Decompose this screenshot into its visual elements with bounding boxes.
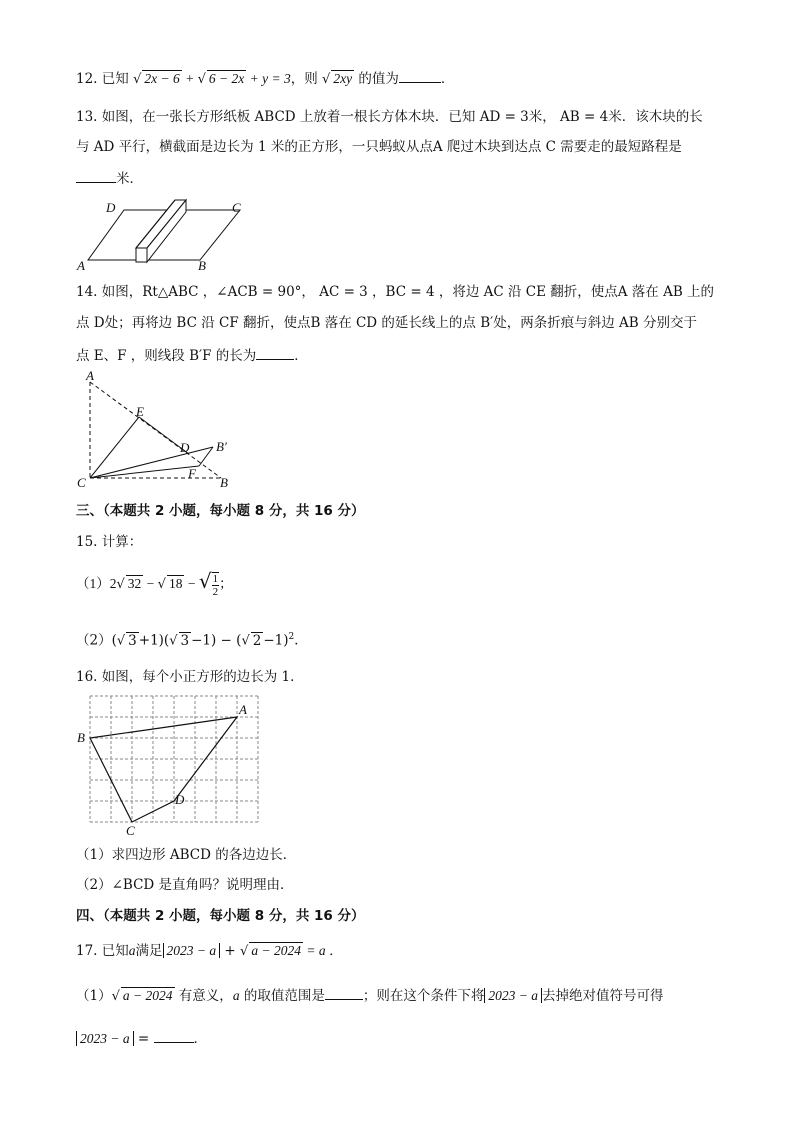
q17-part-1-radicand: a − 2024 (122, 988, 173, 1003)
section-4-heading: 四、（本题共 2 小题，每小题 8 分，共 16 分） (76, 908, 365, 924)
q12-line: 12. 已知 √ 2x − 6 + √ 6 − 2x + y = 3，则 √ 2xy 的值为 ． (76, 68, 454, 89)
q16-part-2: （2）∠BCD 是直角吗？说明理由． (76, 877, 294, 893)
q12-text-3: 的值为 (358, 71, 399, 87)
q15-part-1-end: ； (219, 576, 233, 592)
q12-radicand-3: 2xy (333, 71, 353, 86)
q15-part-1-denominator: 2 (212, 586, 219, 598)
q14-line-1: 14. 如图，Rt△ABC ，∠ACB = 90°， AC = 3 ，BC = 4 ，将边 AC 沿 CE 翻折，使点A 落在 AB 上的 (76, 284, 715, 300)
q15-part-2-open: ( (111, 632, 117, 649)
q12-radicand-2: 6 − 2x (208, 71, 245, 86)
q15-part-2: （2）(√ 3 +1)(√ 3 −1) − (√ 2 −1)$^2$． (76, 632, 308, 649)
q15-part-1-minus-1: − (143, 576, 158, 592)
q12-text-2: ，则 (290, 71, 318, 87)
q14-line-3 (76, 345, 308, 365)
q17-text-3: = a ． (302, 943, 343, 958)
q17-part-1-blank-1 (325, 985, 363, 1000)
q16-title: 16. 如图，每个小正方形的边长为 1． (76, 669, 304, 685)
q13-label-a: A (77, 258, 85, 273)
q17-line-1: 17. 已知a满足 2023 − a + √ a − 2024 = a ． (76, 943, 343, 959)
q14-label-a: A (86, 368, 94, 383)
q12-number: 12. (76, 71, 98, 87)
q15-part-2-exponent: 2 (288, 632, 295, 642)
q15-part-1-radicand-2: 18 (168, 576, 183, 592)
q16-part-1: （1）求四边形 ABCD 的各边边长． (76, 847, 297, 863)
q17-part-1-end: ． (193, 1031, 208, 1047)
q15-part-1-coef: 2 (109, 576, 117, 592)
q13-label-d: D (106, 200, 116, 215)
q16-label-b: B (77, 730, 85, 745)
q17-plus: + (220, 943, 241, 959)
q15-part-1-numerator: 1 (212, 573, 219, 585)
q12-end: ． (440, 71, 455, 87)
q13-answer-blank (76, 168, 116, 183)
q14-label-b: B (220, 475, 228, 490)
q15-part-2-end: ． (294, 632, 308, 649)
q12-rest: + y = 3 (246, 71, 291, 86)
q14-label-c: C (77, 475, 86, 490)
q17-part-1-label: （1） (76, 988, 112, 1004)
q15-part-2-radicand-1: 3 (128, 632, 137, 649)
q15-part-2-radicand-3: 2 (252, 632, 262, 649)
q15-part-1-label: （1） (76, 576, 110, 592)
q12-text-1: 已知 (101, 71, 129, 87)
q13-line-1: 13. 如图，在一张长方形纸板 ABCD 上放着一根长方体木块．已知 AD = 3米， AB = 4米．该木块的长 (76, 109, 703, 125)
q15-title: 15. 计算： (76, 534, 143, 550)
q14-label-d: D (180, 440, 190, 455)
q16-label-d: D (175, 792, 185, 807)
q14-figure (76, 368, 246, 492)
q13-label-b: B (198, 258, 206, 273)
q13-line-3 (76, 168, 143, 188)
q14-label-bprime: B′ (216, 439, 227, 454)
q13-figure (76, 192, 276, 274)
q15-part-1-minus-2: − (184, 576, 199, 592)
q12-answer-blank (399, 68, 441, 83)
q15-part-2-label: （2） (76, 632, 112, 649)
q14-line-3-text: 点 E、F ，则线段 B′F 的长为 (76, 348, 257, 364)
q17-part-1-var-a: a (232, 988, 240, 1003)
q14-line-2: 点 D处；再将边 BC 沿 CF 翻折，使点B 落在 CD 的延长线上的点 B′处，两条折痕与斜边 AB 分别交于 (76, 315, 697, 331)
q17-part-1-text-2: 的取值范围是 (239, 988, 325, 1004)
q15-part-1-radicand-1: 32 (127, 576, 142, 592)
q12-radicand-1: 2x − 6 (144, 71, 180, 86)
q16-grid (90, 696, 258, 822)
q14-answer-blank (256, 345, 294, 360)
q16-label-c: C (126, 823, 135, 836)
q17-var-a: a (128, 943, 136, 958)
q17-part-1-blank-2 (154, 1028, 194, 1043)
section-3-heading: 三、（本题共 2 小题，每小题 8 分，共 16 分） (76, 503, 365, 519)
q15-part-2-seg-3: −1) (263, 632, 289, 649)
q12-plus: + (181, 71, 198, 86)
q17-abs-expr: 2023 − a (163, 943, 221, 958)
q17-text-2: 满足 (135, 943, 163, 959)
q13-line-2: 与 AD 平行，横截面是边长为 1 米的正方形，一只蚂蚁从点A 爬过木块到达点 C 需要走的最短路程是 (76, 139, 682, 155)
q15-part-2-seg-2: −1) − ( (191, 632, 242, 649)
q17-part-1-line-2 (76, 1028, 207, 1048)
q17-radicand: a − 2024 (251, 943, 301, 958)
q17-part-1-abs: 2023 − a (484, 988, 542, 1003)
q17-part-1: （1）√ a − 2024 有意义，a 的取值范围是 ；则在这个条件下将 2023 − a 去掉绝对值符号可得 (76, 985, 663, 1006)
q16-label-a: A (239, 702, 247, 717)
q17-part-1-text-1: 有意义， (174, 988, 233, 1004)
q13-label-c: C (232, 200, 241, 215)
q16-quadrilateral (90, 717, 237, 822)
q14-label-e: E (136, 404, 144, 419)
q14-label-f: F (188, 466, 196, 481)
q17-part-1-eq: = (133, 1031, 154, 1047)
q17-part-1-text-4: 去掉绝对值符号可得 (541, 988, 664, 1004)
q15-part-2-radicand-2: 3 (180, 632, 190, 649)
q17-text-1: 17. 已知 (76, 943, 129, 959)
q17-part-1-text-3: ；则在这个条件下将 (362, 988, 485, 1004)
q14-end: ． (294, 348, 308, 364)
q15-part-1: （1）2√ 32 − √ 18 − √ $\frac{1}{2}$ ； (76, 569, 233, 598)
q17-part-1-abs-2: 2023 − a (76, 1031, 134, 1046)
q15-part-2-seg-1: +1)( (138, 632, 170, 649)
q16-grid-figure (76, 690, 266, 836)
q13-unit: 米． (116, 171, 143, 187)
